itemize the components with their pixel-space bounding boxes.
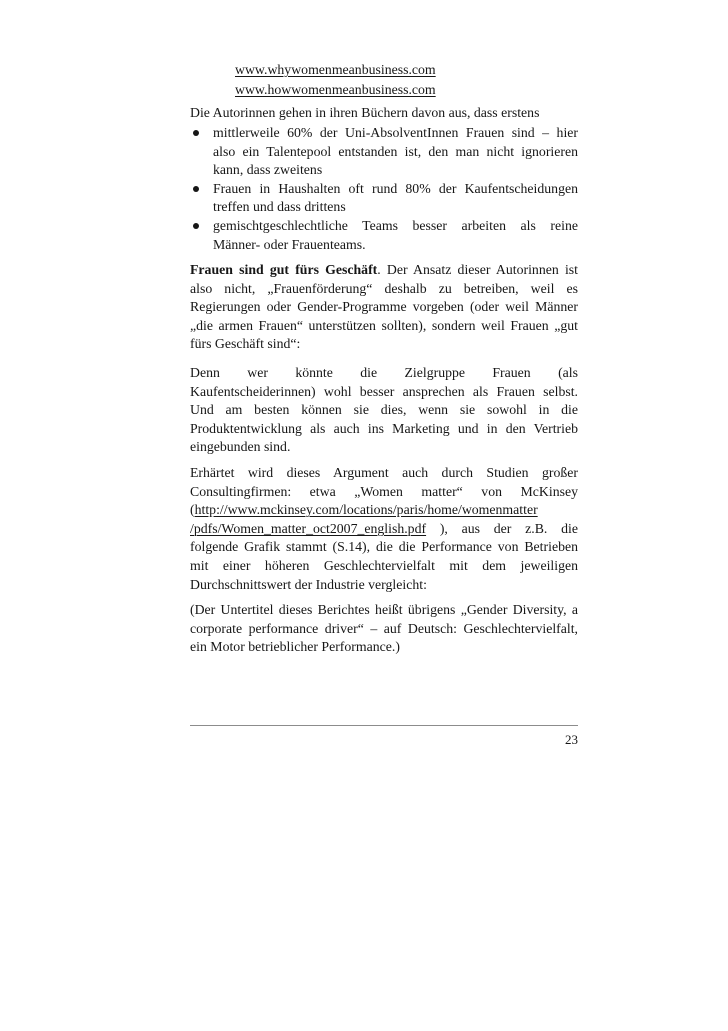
paragraph-line: corporate performance driver“ – auf Deutsch: Geschlechtervielfalt, [190,620,578,636]
paragraph-line [190,261,578,280]
paragraph-line: Regierungen oder Gender-Programme vorgeben (oder weil Männer [190,299,578,315]
paragraph-line: Erhärtet wird dieses Argument auch durch Studien großer [190,465,578,480]
bullet-line: treffen und dass drittens [213,199,346,215]
paragraph-heading: Frauen sind gut fürs Geschäft [190,262,378,277]
paragraph-lead-text: . Der Ansatz dieser Autorinnen ist [377,262,578,277]
paragraph-line [190,501,578,520]
paragraph-line: Kaufentscheiderinnen) wohl besser ansprechen als Frauen selbst. [190,383,578,399]
bullet-line: mittlerweile 60% der Uni-AbsolventInnen Frauen sind – hier [213,125,578,140]
link-whywomenmeanbusiness[interactable]: www.whywomenmeanbusiness.com [235,62,436,77]
paragraph-line: eingebunden sind. [190,439,291,455]
paragraph-line: Consultingfirmen: etwa „Women matter“ von McKinsey [190,483,578,499]
bullet-item [190,180,578,217]
paragraph-line: ein Motor betrieblicher Performance.) [190,639,400,655]
bullet-line: Frauen in Haushalten oft rund 80% der Kaufentscheidungen [213,180,578,196]
footer-divider [190,725,578,726]
mckinsey-url-link[interactable]: http://www.mckinsey.com/locations/paris/home/womenmatter [194,502,538,518]
bullet-line: gemischtgeschlechtliche Teams besser arbeiten als reine [213,217,578,233]
paragraph-line [190,520,578,539]
bullet-line: also ein Talentepool entstanden ist, den man nicht ignorieren [213,143,578,159]
intro-text: Die Autorinnen gehen in ihren Büchern davon aus, dass erstens [190,105,540,120]
business-paragraph [190,261,578,354]
link-list [235,60,555,100]
paragraph-line: Durchschnittswert der Industrie vergleicht: [190,576,427,592]
paragraph-line: also nicht, „Frauenförderung“ deshalb zu betreiben, weil es [190,280,578,296]
bullet-line: Männer- oder Frauenteams. [213,236,366,252]
intro-paragraph [190,104,578,123]
page-number: 23 [565,732,578,747]
bullet-line: kann, dass zweitens [213,162,323,178]
bullet-list [190,124,578,254]
mckinsey-paragraph [190,464,578,594]
paragraph-line: fürs Geschäft sind“: [190,336,301,352]
bullet-icon [193,186,199,192]
subtitle-note-paragraph [190,601,578,657]
bullet-icon [193,130,199,136]
paragraph-line: (Der Untertitel dieses Berichtes heißt übrigens „Gender Diversity, a [190,602,578,617]
bullet-icon [193,223,199,229]
paragraph-line: Produktentwicklung als auch ins Marketing und in den Vertrieb [190,420,578,436]
paragraph-line: „die armen Frauen“ unterstützen sollten), sondern weil Frauen „gut [190,317,578,333]
link-howwomenmeanbusiness[interactable]: www.howwomenmeanbusiness.com [235,82,436,97]
paragraph-line: mit einer höheren Geschlechtervielfalt mit dem jeweiligen [190,557,578,573]
target-group-paragraph [190,364,578,457]
paragraph-line: Und am besten können sie dies, wenn sie sowohl in die [190,402,578,418]
paragraph-line: Denn wer könnte die Zielgruppe Frauen (als [190,365,578,380]
paren-open: ( [190,502,195,518]
paragraph-line: folgende Grafik stammt (S.14), die die Performance von Betrieben [190,539,578,555]
bullet-item [190,124,578,180]
bullet-item [190,217,578,254]
mckinsey-url-link-continued[interactable]: /pdfs/Women_matter_oct2007_english.pdf [190,520,427,536]
paragraph-text: ), aus der z.B. die [426,520,578,536]
